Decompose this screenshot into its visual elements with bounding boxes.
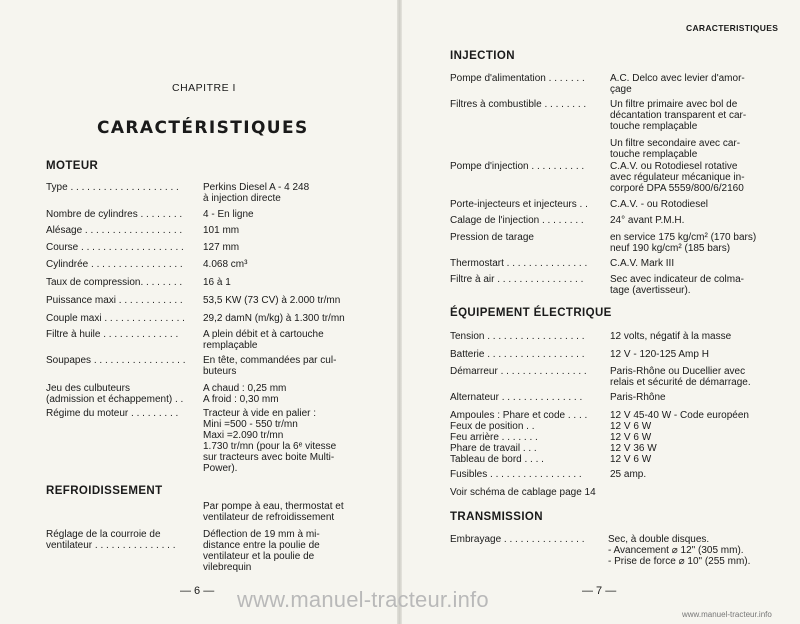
- leader-dots: . . . . . . . .: [137, 209, 183, 220]
- spec-row: [450, 366, 751, 388]
- spec-row: [450, 199, 708, 210]
- spec-label: Régime du moteur: [46, 408, 129, 419]
- leader-dots: . . . . . . .: [545, 73, 585, 84]
- leader-dots: . . . . . . . . . . . . . . . . .: [91, 355, 186, 366]
- leader-dots: . . . . . . . . . . . . . .: [100, 329, 179, 340]
- spec-label: Soupapes: [46, 355, 92, 366]
- spec-row: [46, 329, 324, 351]
- running-head: CARACTERISTIQUES: [686, 23, 779, 33]
- spec-label: Cylindrée: [46, 259, 89, 270]
- spec-row: [450, 232, 756, 254]
- spec-row: [46, 383, 286, 405]
- spec-value: Sec avec indicateur de colma- tage (avertisseur).: [610, 274, 744, 296]
- spec-row: [46, 182, 309, 204]
- spec-label-cell: [450, 161, 610, 194]
- spec-row: [450, 392, 666, 403]
- spec-label: Alternateur: [450, 392, 499, 403]
- spec-value: Perkins Diesel A - 4 248 à injection directe: [203, 182, 310, 204]
- leader-dots: . . . . . . . . . .: [528, 161, 585, 172]
- spec-label-cell: [46, 383, 203, 405]
- spec-label: Type: [46, 182, 68, 193]
- spec-label-cell: [46, 242, 203, 253]
- spec-value: 12 V - 120-125 Amp H: [610, 349, 709, 360]
- spec-row: [450, 161, 745, 194]
- wiring-diagram-note: Voir schéma de cablage page 14: [450, 487, 596, 498]
- spec-value: 12 V 45-40 W - Code européen 12 V 6 W 12 V 6 W 12 V 36 W 12 V 6 W: [610, 410, 749, 465]
- spec-label-cell: [450, 349, 610, 360]
- spec-label: Calage de l'injection: [450, 215, 540, 226]
- spec-row: [46, 408, 336, 474]
- spec-label: Pompe d'alimentation: [450, 73, 546, 84]
- spec-label: Thermostart: [450, 258, 504, 269]
- leader-dots: . . . . . . . . . . . .: [116, 295, 183, 306]
- leader-dots: . . . . . . . . . . . . . . . . . .: [484, 349, 585, 360]
- spec-value: C.A.V. ou Rotodiesel rotative avec régulateur mécanique in- corporé DPA 5559/800/6/2160: [610, 161, 745, 194]
- spec-row: [46, 209, 254, 220]
- spec-value: Tracteur à vide en palier : Mini =500 - 550 tr/mn Maxi =2.090 tr/mn 1.730 tr/mn (pour la 6ᵉ vitesse sur tracteurs avec boite Multi- Power).: [203, 408, 337, 474]
- spec-label-cell: [46, 408, 203, 474]
- spec-label: Alésage: [46, 225, 83, 236]
- embrayage-value: Sec, à double disques. - Avancement ⌀ 12" (305 mm). - Prise de force ⌀ 10" (255 mm).: [608, 534, 751, 567]
- spec-row: [450, 331, 731, 342]
- spec-value: 29,2 damN (m/kg) à 1.300 tr/mn: [203, 313, 345, 324]
- footer-url: www.manuel-tracteur.info: [682, 610, 772, 619]
- spec-label-cell: [46, 209, 203, 220]
- left-page: [0, 0, 398, 624]
- page-number-left: — 6 —: [180, 585, 215, 597]
- spec-value: 12 volts, négatif à la masse: [610, 331, 732, 342]
- spec-label: Taux de compression: [46, 277, 141, 288]
- spec-label: Filtres à combustible: [450, 99, 542, 110]
- spec-row: [46, 295, 340, 306]
- refroidissement-intro: Par pompe à eau, thermostat et ventilateur de refroidissement: [203, 501, 344, 523]
- spec-label-cell: [450, 392, 610, 403]
- spec-label: Démarreur: [450, 366, 498, 377]
- spec-value: A.C. Delco avec levier d'amor- çage: [610, 73, 745, 95]
- spec-label-cell: [450, 232, 610, 254]
- spec-label: Porte-injecteurs et injecteurs: [450, 199, 577, 210]
- leader-dots: . . . . . . . . . . . . . . . . . .: [484, 331, 585, 342]
- spec-row: [46, 259, 247, 270]
- right-page: [402, 0, 800, 624]
- spec-row: [450, 274, 744, 296]
- spec-label: Pompe d'injection: [450, 161, 529, 172]
- leader-dots: . . . . . . . . . . . . . . .: [101, 313, 185, 324]
- spec-label-cell: [450, 73, 610, 95]
- leader-dots: . . . . . . . . . . . . . . . .: [494, 274, 584, 285]
- leader-dots: . . . . . . . . . . . . . . . . . . . .: [67, 182, 179, 193]
- spec-label: Puissance maxi: [46, 295, 117, 306]
- spec-row: [450, 410, 749, 465]
- leader-dots: . . . . . . . . . . . . . . .: [498, 392, 583, 403]
- spec-value: Paris-Rhône: [610, 392, 666, 403]
- spec-label-cell: [450, 99, 610, 132]
- section-refroidissement: REFROIDISSEMENT: [46, 485, 163, 497]
- spec-value: 24° avant P.M.H.: [610, 215, 685, 226]
- leader-dots: . . . . . . . . . . . . . . . . .: [88, 259, 183, 270]
- embrayage-label: Embrayage: [450, 534, 502, 545]
- spec-value: 4 - En ligne: [203, 209, 254, 220]
- spec-label: Ampoules : Phare et code . . . . Feux de position . . Feu arrière . . . . . . . Phare de travail . . . Tableau de bord . . . .: [450, 410, 588, 465]
- spec-row: [46, 225, 239, 236]
- spec-value: en service 175 kg/cm² (170 bars) neuf 190 kg/cm² (185 bars): [610, 232, 757, 254]
- embrayage-row: [450, 534, 750, 567]
- section-equipement-electrique: ÉQUIPEMENT ÉLECTRIQUE: [450, 307, 612, 319]
- spec-value: 53,5 KW (73 CV) à 2.000 tr/mn: [203, 295, 341, 306]
- spec-label-cell: [46, 277, 203, 288]
- spec-label: Course: [46, 242, 79, 253]
- leader-dots: . . . . . . . .: [541, 99, 587, 110]
- spec-label: Filtre à air: [450, 274, 495, 285]
- spec-row: [450, 138, 740, 160]
- spec-label: Batterie: [450, 349, 485, 360]
- courroie-value: Déflection de 19 mm à mi- distance entre la poulie de ventilateur et la poulie de vilebrequin: [203, 529, 320, 573]
- section-injection: INJECTION: [450, 50, 515, 62]
- leader-dots: . .: [576, 199, 588, 210]
- spec-value: A chaud : 0,25 mm A froid : 0,30 mm: [203, 383, 287, 405]
- spec-value: Un filtre primaire avec bol de décantation transparent et car- touche remplaçable: [610, 99, 747, 132]
- spec-label-cell: [450, 331, 610, 342]
- leader-dots: . . . . . . . . . . . . . . . .: [497, 366, 587, 377]
- page-title: CARACTÉRISTIQUES: [97, 117, 309, 139]
- spec-label-cell: [46, 259, 203, 270]
- spec-value: Un filtre secondaire avec car- touche remplaçable: [610, 138, 741, 160]
- spec-row: [46, 355, 336, 377]
- spec-row: [450, 99, 746, 132]
- spec-label-cell: [46, 313, 203, 324]
- spec-label-cell: [46, 329, 203, 351]
- leader-dots: . . . . . . . . . . . . . . . . .: [487, 469, 582, 480]
- spec-value: 101 mm: [203, 225, 240, 236]
- page-number-right: — 7 —: [582, 585, 617, 597]
- spec-value: 16 à 1: [203, 277, 231, 288]
- chapter-heading: CHAPITRE I: [172, 82, 236, 94]
- spec-label-cell: [450, 469, 610, 480]
- spec-row: [450, 258, 674, 269]
- spec-value: En tête, commandées par cul- buteurs: [203, 355, 337, 377]
- leader-dots: . . . . . . . . . . . . . . . . . . .: [78, 242, 184, 253]
- spec-row: [46, 277, 231, 288]
- spec-label-cell: [46, 225, 203, 236]
- spec-label: Nombre de cylindres: [46, 209, 138, 220]
- spec-row: [450, 73, 745, 95]
- spec-label-cell: [450, 258, 610, 269]
- spec-label: Jeu des culbuteurs (admission et échappement) . .: [46, 383, 184, 405]
- spec-label-cell: [450, 366, 610, 388]
- leader-dots: . . . . . . . .: [539, 215, 584, 226]
- watermark: www.manuel-tracteur.info: [237, 587, 489, 612]
- spec-label: Tension: [450, 331, 485, 342]
- leader-dots: . . . . . . . . .: [128, 408, 179, 419]
- spec-label: Couple maxi: [46, 313, 102, 324]
- spec-label-cell: [450, 215, 610, 226]
- spec-value: C.A.V. Mark III: [610, 258, 675, 269]
- spec-label-cell: [450, 199, 610, 210]
- spec-label-cell: [46, 355, 203, 377]
- spec-label-cell: [46, 295, 203, 306]
- spec-label: Filtre à huile: [46, 329, 101, 340]
- spec-label-cell: [46, 182, 203, 204]
- spec-value: C.A.V. - ou Rotodiesel: [610, 199, 709, 210]
- spec-value: 127 mm: [203, 242, 240, 253]
- spec-value: A plein débit et à cartouche remplaçable: [203, 329, 324, 351]
- spec-row: [450, 349, 709, 360]
- embrayage-leader-dots: . . . . . . . . . . . . . . .: [501, 534, 585, 545]
- spec-label-cell: [450, 274, 610, 296]
- spec-row: [450, 215, 684, 226]
- spec-label: Pression de tarage: [450, 232, 534, 243]
- spec-row: [450, 469, 646, 480]
- spec-label-cell: [450, 138, 610, 160]
- spec-row: [46, 313, 345, 324]
- spec-value: 4.068 cm³: [203, 259, 248, 270]
- spec-value: 25 amp.: [610, 469, 647, 480]
- section-moteur: MOTEUR: [46, 160, 99, 172]
- leader-dots: . . . . . . . . . . . . . . .: [503, 258, 588, 269]
- spec-label-cell: [450, 410, 610, 465]
- spec-value: Paris-Rhône ou Ducellier avec relais et sécurité de démarrage.: [610, 366, 751, 388]
- leader-dots: . . . . . . . . . . . . . . . . . .: [82, 225, 183, 236]
- spec-row: [46, 242, 239, 253]
- leader-dots: . . . . . . . .: [140, 277, 183, 288]
- spec-label: Fusibles: [450, 469, 488, 480]
- courroie-label: Réglage de la courroie de ventilateur . . . . . . . . . . . . . . .: [46, 529, 176, 551]
- section-transmission: TRANSMISSION: [450, 511, 543, 523]
